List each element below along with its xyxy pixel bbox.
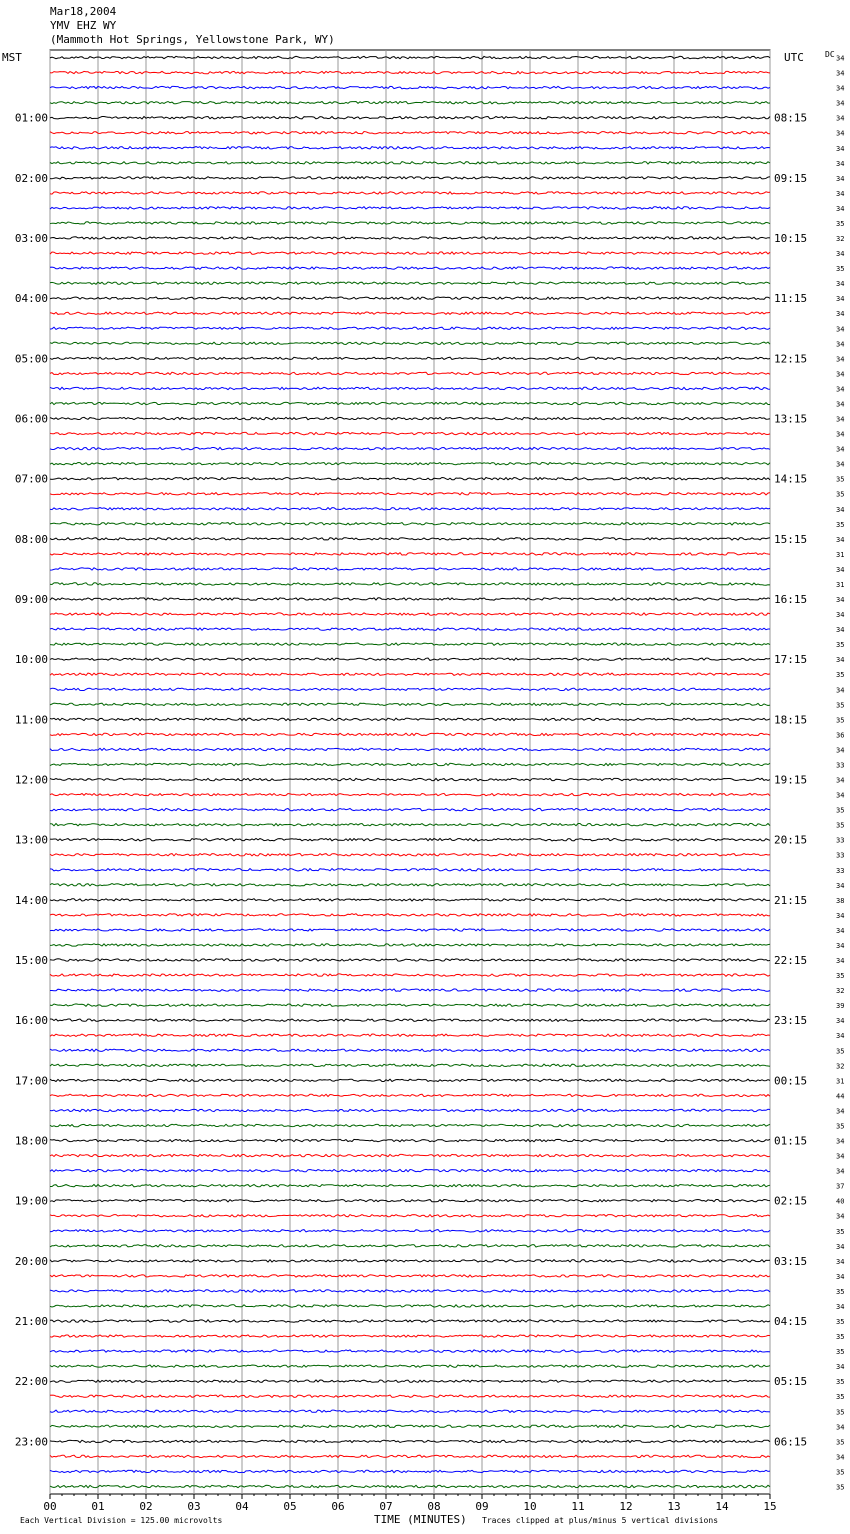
seismic-trace	[50, 177, 770, 179]
dc-offset-value: 34	[836, 1107, 845, 1116]
seismic-trace	[50, 914, 770, 916]
seismic-trace	[50, 1169, 770, 1171]
seismic-trace	[50, 823, 770, 825]
right-hour-label: 20:15	[774, 833, 808, 847]
dc-offset-value: 35	[836, 265, 845, 274]
dc-offset-value: 35	[836, 821, 845, 830]
dc-offset-value: 34	[836, 791, 845, 800]
left-hour-label: 01:00	[14, 111, 48, 125]
dc-offset-value: 35	[836, 475, 845, 484]
left-hour-label: 14:00	[14, 893, 48, 907]
seismic-trace	[50, 959, 770, 961]
dc-offset-value: 34	[836, 505, 845, 514]
dc-offset-value: 35	[836, 1227, 845, 1236]
dc-offset-value: 36	[836, 731, 845, 740]
seismic-trace	[50, 342, 770, 344]
left-hour-label: 20:00	[14, 1254, 48, 1268]
right-hour-label: 15:15	[774, 532, 808, 546]
seismic-trace	[50, 1215, 770, 1217]
right-hour-label: 22:15	[774, 954, 808, 968]
seismic-trace	[50, 237, 770, 239]
seismic-trace	[50, 1350, 770, 1352]
dc-offset-value: 34	[836, 1302, 845, 1311]
dc-offset-value: 34	[836, 926, 845, 935]
dc-offset-value: 34	[836, 686, 845, 695]
seismic-trace	[50, 101, 770, 103]
dc-offset-value: 34	[836, 460, 845, 469]
dc-offset-value: 34	[836, 626, 845, 635]
seismic-trace	[50, 86, 770, 88]
right-hour-label: 23:15	[774, 1014, 808, 1028]
right-hour-label: 19:15	[774, 773, 808, 787]
right-hour-label: 14:15	[774, 472, 808, 486]
dc-offset-value: 34	[836, 1242, 845, 1251]
seismic-trace	[50, 432, 770, 434]
seismic-trace	[50, 1335, 770, 1337]
left-hour-label: 03:00	[14, 232, 48, 246]
dc-offset-value: 35	[836, 1483, 845, 1492]
dc-offset-value: 34	[836, 295, 845, 304]
seismic-trace	[50, 1004, 770, 1006]
right-hour-label: 13:15	[774, 412, 808, 426]
seismic-trace	[50, 613, 770, 615]
dc-offset-value: 35	[836, 520, 845, 529]
seismic-trace	[50, 312, 770, 314]
dc-offset-value: 34	[836, 1032, 845, 1041]
right-hour-label: 18:15	[774, 713, 808, 727]
seismic-trace	[50, 523, 770, 525]
dc-offset-value: 35	[836, 806, 845, 815]
left-hour-label: 17:00	[14, 1074, 48, 1088]
seismic-trace	[50, 643, 770, 645]
seismic-trace	[50, 117, 770, 119]
seismic-trace	[50, 688, 770, 690]
seismic-trace	[50, 538, 770, 540]
right-hour-label: 04:15	[774, 1315, 808, 1329]
right-hour-label: 08:15	[774, 111, 808, 125]
seismic-trace	[50, 1410, 770, 1412]
x-tick-label: 01	[91, 1500, 105, 1513]
dc-offset-value: 34	[836, 445, 845, 454]
dc-offset-value: 34	[836, 1152, 845, 1161]
left-hour-label: 10:00	[14, 653, 48, 667]
right-hour-label: 00:15	[774, 1074, 808, 1088]
dc-offset-value: 34	[836, 69, 845, 78]
x-tick-label: 10	[523, 1500, 537, 1513]
seismic-trace	[50, 1395, 770, 1397]
left-hour-label: 19:00	[14, 1194, 48, 1208]
dc-offset-value: 34	[836, 535, 845, 544]
right-timezone-label: UTC	[784, 51, 804, 64]
dc-offset-value: 34	[836, 159, 845, 168]
right-hour-label: 17:15	[774, 653, 808, 667]
seismic-trace	[50, 1064, 770, 1066]
left-hour-label: 07:00	[14, 472, 48, 486]
dc-offset-value: 35	[836, 1287, 845, 1296]
x-tick-label: 06	[331, 1500, 345, 1513]
dc-offset-value: 35	[836, 219, 845, 228]
seismic-trace	[50, 1440, 770, 1442]
right-hour-label: 11:15	[774, 292, 808, 306]
x-tick-label: 05	[283, 1500, 297, 1513]
seismic-trace	[50, 568, 770, 570]
dc-offset-value: 34	[836, 114, 845, 123]
seismic-trace	[50, 1185, 770, 1187]
seismic-trace	[50, 222, 770, 224]
dc-offset-value: 34	[836, 54, 845, 63]
seismic-trace	[50, 387, 770, 389]
right-hour-label: 16:15	[774, 593, 808, 607]
dc-offset-value: 34	[836, 1453, 845, 1462]
dc-offset-value: 35	[836, 641, 845, 650]
seismic-trace	[50, 402, 770, 404]
seismic-trace	[50, 1305, 770, 1307]
seismic-trace	[50, 1154, 770, 1156]
dc-offset-value: 33	[836, 851, 845, 860]
seismic-trace	[50, 1275, 770, 1277]
dc-offset-value: 33	[836, 836, 845, 845]
dc-offset-value: 35	[836, 671, 845, 680]
dc-label: DC	[825, 50, 835, 59]
dc-offset-value: 32	[836, 1062, 845, 1071]
dc-offset-value: 34	[836, 355, 845, 364]
seismic-trace	[50, 1034, 770, 1036]
dc-offset-value: 35	[836, 1047, 845, 1056]
dc-offset-value: 35	[836, 1393, 845, 1402]
dc-offset-value: 34	[836, 911, 845, 920]
dc-offset-value: 35	[836, 1438, 845, 1447]
dc-offset-value: 34	[836, 596, 845, 605]
dc-offset-value: 35	[836, 1318, 845, 1327]
seismic-trace	[50, 1260, 770, 1262]
dc-offset-value: 34	[836, 611, 845, 620]
seismic-trace	[50, 252, 770, 254]
dc-offset-value: 31	[836, 550, 845, 559]
left-timezone-label: MST	[2, 51, 22, 64]
dc-offset-value: 35	[836, 1468, 845, 1477]
dc-offset-value: 35	[836, 490, 845, 499]
left-hour-label: 16:00	[14, 1014, 48, 1028]
dc-offset-value: 34	[836, 144, 845, 153]
dc-offset-value: 34	[836, 174, 845, 183]
right-hour-label: 03:15	[774, 1254, 808, 1268]
seismic-trace	[50, 1079, 770, 1081]
dc-offset-value: 35	[836, 972, 845, 981]
seismic-trace	[50, 1365, 770, 1367]
dc-offset-value: 40	[836, 1197, 845, 1206]
seismic-trace	[50, 763, 770, 765]
dc-offset-value: 35	[836, 1408, 845, 1417]
left-hour-label: 13:00	[14, 833, 48, 847]
dc-offset-value: 34	[836, 204, 845, 213]
seismic-trace	[50, 1124, 770, 1126]
left-hour-label: 08:00	[14, 532, 48, 546]
left-hour-label: 05:00	[14, 352, 48, 366]
seismic-trace	[50, 372, 770, 374]
seismic-trace	[50, 628, 770, 630]
seismic-trace	[50, 327, 770, 329]
seismic-trace	[50, 1094, 770, 1096]
x-tick-label: 09	[475, 1500, 489, 1513]
seismic-trace	[50, 132, 770, 134]
x-tick-label: 13	[667, 1500, 681, 1513]
x-tick-label: 02	[139, 1500, 153, 1513]
seismic-trace	[50, 929, 770, 931]
seismic-trace	[50, 147, 770, 149]
dc-offset-value: 34	[836, 415, 845, 424]
seismic-trace	[50, 1200, 770, 1202]
seismic-trace	[50, 869, 770, 871]
plot-frame	[50, 50, 770, 1494]
left-hour-label: 06:00	[14, 412, 48, 426]
dc-offset-value: 34	[836, 385, 845, 394]
scale-note: Each Vertical Division = 125.00 microvolts	[20, 1516, 223, 1525]
dc-offset-value: 34	[836, 280, 845, 289]
seismic-trace	[50, 884, 770, 886]
right-hour-label: 05:15	[774, 1375, 808, 1389]
dc-offset-value: 34	[836, 941, 845, 950]
dc-offset-value: 34	[836, 776, 845, 785]
seismic-trace	[50, 989, 770, 991]
seismic-trace	[50, 267, 770, 269]
seismic-trace	[50, 1230, 770, 1232]
station-code: YMV EHZ WY	[50, 19, 117, 32]
x-axis-title: TIME (MINUTES)	[374, 1513, 467, 1526]
dc-offset-value: 34	[836, 430, 845, 439]
left-hour-label: 04:00	[14, 292, 48, 306]
chart-date: Mar18,2004	[50, 5, 117, 18]
right-hour-label: 21:15	[774, 893, 808, 907]
station-location: (Mammoth Hot Springs, Yellowstone Park, WY)	[50, 33, 335, 46]
left-hour-label: 23:00	[14, 1435, 48, 1449]
x-tick-label: 15	[763, 1500, 777, 1513]
seismic-trace	[50, 793, 770, 795]
seismic-trace	[50, 778, 770, 780]
trace-group	[50, 56, 770, 1487]
seismic-trace	[50, 478, 770, 480]
seismic-trace	[50, 1455, 770, 1457]
label-group	[15, 55, 845, 1513]
dc-offset-value: 34	[836, 250, 845, 259]
left-hour-label: 09:00	[14, 593, 48, 607]
seismic-trace	[50, 508, 770, 510]
dc-offset-value: 34	[836, 370, 845, 379]
seismic-trace	[50, 162, 770, 164]
dc-offset-value: 35	[836, 1333, 845, 1342]
seismic-trace	[50, 462, 770, 464]
seismic-trace	[50, 1470, 770, 1472]
dc-offset-value: 34	[836, 1272, 845, 1281]
seismic-trace	[50, 357, 770, 359]
right-hour-label: 02:15	[774, 1194, 808, 1208]
dc-offset-value: 34	[836, 1212, 845, 1221]
x-tick-label: 14	[715, 1500, 729, 1513]
left-hour-label: 02:00	[14, 171, 48, 185]
x-tick-label: 11	[571, 1500, 585, 1513]
seismic-trace	[50, 1139, 770, 1141]
left-hour-label: 11:00	[14, 713, 48, 727]
left-hour-label: 21:00	[14, 1315, 48, 1329]
dc-offset-value: 34	[836, 881, 845, 890]
seismic-trace	[50, 71, 770, 73]
seismic-trace	[50, 192, 770, 194]
seismic-trace	[50, 899, 770, 901]
seismic-trace	[50, 1049, 770, 1051]
dc-offset-value: 32	[836, 987, 845, 996]
seismic-trace	[50, 1380, 770, 1382]
seismic-trace	[50, 282, 770, 284]
seismic-trace	[50, 854, 770, 856]
dc-offset-value: 34	[836, 1167, 845, 1176]
dc-offset-value: 34	[836, 189, 845, 198]
left-hour-label: 22:00	[14, 1375, 48, 1389]
right-hour-label: 12:15	[774, 352, 808, 366]
seismic-trace	[50, 447, 770, 449]
seismic-trace	[50, 56, 770, 58]
right-hour-label: 09:15	[774, 171, 808, 185]
dc-offset-value: 34	[836, 310, 845, 319]
x-tick-label: 04	[235, 1500, 249, 1513]
dc-offset-value: 35	[836, 1122, 845, 1131]
seismic-trace	[50, 1290, 770, 1292]
seismic-trace	[50, 583, 770, 585]
seismic-trace	[50, 207, 770, 209]
x-tick-label: 08	[427, 1500, 441, 1513]
seismic-trace	[50, 974, 770, 976]
x-tick-label: 03	[187, 1500, 201, 1513]
dc-offset-value: 34	[836, 400, 845, 409]
dc-offset-value: 35	[836, 1378, 845, 1387]
seismic-trace	[50, 417, 770, 419]
dc-offset-value: 34	[836, 129, 845, 138]
dc-offset-value: 34	[836, 1363, 845, 1372]
right-hour-label: 01:15	[774, 1134, 808, 1148]
dc-offset-value: 33	[836, 761, 845, 770]
seismic-trace	[50, 1245, 770, 1247]
seismic-trace	[50, 718, 770, 720]
dc-offset-value: 35	[836, 716, 845, 725]
seismic-trace	[50, 673, 770, 675]
dc-offset-value: 35	[836, 1348, 845, 1357]
left-hour-label: 12:00	[14, 773, 48, 787]
x-tick-label: 12	[619, 1500, 633, 1513]
dc-offset-value: 34	[836, 957, 845, 966]
right-hour-label: 10:15	[774, 232, 808, 246]
dc-offset-value: 38	[836, 896, 845, 905]
seismic-trace	[50, 944, 770, 946]
dc-offset-value: 31	[836, 580, 845, 589]
dc-offset-value: 34	[836, 1137, 845, 1146]
dc-offset-value: 34	[836, 99, 845, 108]
dc-offset-value: 35	[836, 701, 845, 710]
dc-offset-value: 34	[836, 656, 845, 665]
seismic-trace	[50, 808, 770, 810]
seismic-trace	[50, 1320, 770, 1322]
seismic-trace	[50, 839, 770, 841]
dc-offset-value: 34	[836, 1017, 845, 1026]
dc-offset-value: 37	[836, 1182, 845, 1191]
dc-offset-value: 34	[836, 84, 845, 93]
seismic-trace	[50, 658, 770, 660]
dc-offset-value: 31	[836, 1077, 845, 1086]
x-tick-label: 00	[43, 1500, 57, 1513]
seismic-trace	[50, 748, 770, 750]
seismic-trace	[50, 553, 770, 555]
seismic-trace	[50, 297, 770, 299]
dc-offset-value: 34	[836, 1257, 845, 1266]
dc-offset-value: 34	[836, 565, 845, 574]
seismic-trace	[50, 1485, 770, 1487]
seismic-trace	[50, 493, 770, 495]
seismic-trace	[50, 1019, 770, 1021]
dc-offset-value: 32	[836, 235, 845, 244]
dc-offset-value: 34	[836, 1423, 845, 1432]
dc-offset-value: 33	[836, 866, 845, 875]
seismic-trace	[50, 1109, 770, 1111]
clip-note: Traces clipped at plus/minus 5 vertical divisions	[482, 1516, 719, 1525]
left-hour-label: 15:00	[14, 954, 48, 968]
right-hour-label: 06:15	[774, 1435, 808, 1449]
seismic-trace	[50, 1425, 770, 1427]
dc-offset-value: 34	[836, 340, 845, 349]
seismic-trace	[50, 598, 770, 600]
dc-offset-value: 34	[836, 325, 845, 334]
dc-offset-value: 44	[836, 1092, 845, 1101]
seismic-trace	[50, 703, 770, 705]
dc-offset-value: 39	[836, 1002, 845, 1011]
seismic-trace	[50, 733, 770, 735]
dc-offset-value: 34	[836, 746, 845, 755]
x-tick-label: 07	[379, 1500, 393, 1513]
left-hour-label: 18:00	[14, 1134, 48, 1148]
